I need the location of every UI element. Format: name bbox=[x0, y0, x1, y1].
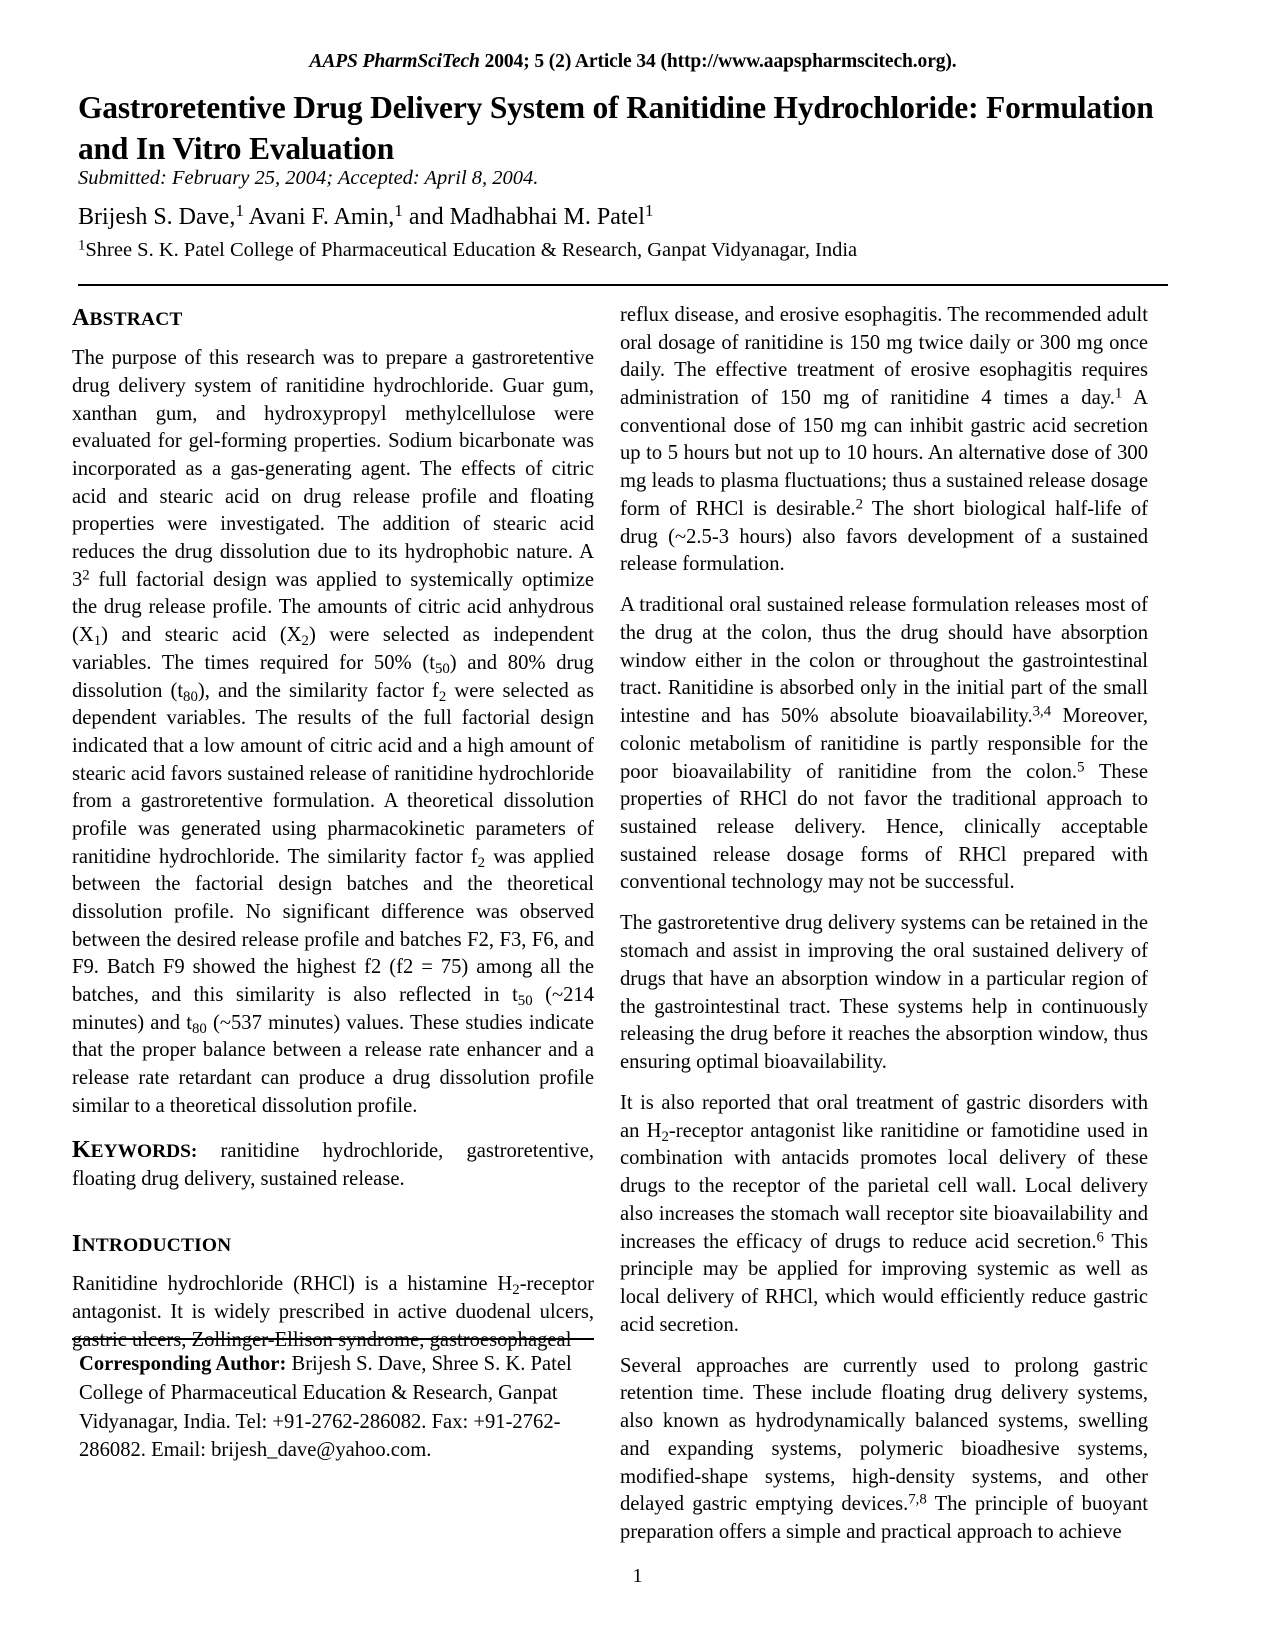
introduction-paragraph-3: The gastroretentive drug delivery systems can be retained in the stomach and assist in improving the oral sustained delivery of drugs that have an absorption window in a particular region of the gastrointestinal tract. These systems help in continuously releasing the drug before it reaches the absorption window, thus ensuring optimal bioavailability. bbox=[620, 912, 1148, 1073]
page-title: Gastroretentive Drug Delivery System of Ranitidine Hydrochloride: Formulation and In Vitro Evaluation bbox=[78, 90, 1154, 166]
introduction-paragraph-1-cont: reflux disease, and erosive esophagitis. The recommended adult oral dosage of ranitidine is 150 mg twice daily or 300 mg once daily. The effective treatment of erosive esophagitis requires administration of 150 mg of ranitidine 4 times a day.$^1$ A conventional dose of 150 mg can inhibit gastric acid secretion up to 5 hours but not up to 10 hours. An alternative dose of 300 mg leads to plasma fluctuations; thus a sustained release dosage form of RHCl is desirable.$^2$ The short biological half-life of drug (~2.5-3 hours) also favors development of a sustained release formulation. bbox=[620, 304, 1149, 576]
journal-name: AAPS PharmSciTech bbox=[309, 51, 480, 72]
author-3: and Madhabhai M. Patel bbox=[402, 204, 645, 230]
affiliation-text: Shree S. K. Patel College of Pharmaceutical Education & Research, Ganpat Vidyanagar, India bbox=[85, 239, 858, 261]
affiliation-marker: 1 bbox=[78, 237, 86, 254]
running-head bbox=[78, 50, 1188, 73]
header-divider bbox=[78, 284, 1168, 286]
author-affiliation-marker: 1 bbox=[235, 201, 244, 221]
affiliation bbox=[78, 238, 1168, 264]
right-column bbox=[620, 302, 1148, 1547]
introduction-paragraph-4: It is also reported that oral treatment of gastric disorders with an $H_2$-receptor antagonist like ranitidine or famotidine used in combination with antacids promotes local delivery of these drugs to the receptor of the parietal cell wall. Local delivery also increases the stomach wall receptor site bioavailability and increases the efficacy of drugs to reduce acid secretion.$^6$ This principle may be applied for improving systemic as well as local delivery of RHCl, which would efficiently reduce gastric acid secretion. bbox=[620, 1092, 1149, 1336]
footnote-divider bbox=[72, 1338, 594, 1340]
author-affiliation-marker: 1 bbox=[644, 201, 654, 221]
submission-dates: Submitted: February 25, 2004; Accepted: April 8, 2004. bbox=[78, 167, 539, 189]
author-list bbox=[78, 202, 1168, 232]
author-affiliation-marker: 1 bbox=[394, 201, 403, 221]
author-2: Avani F. Amin, bbox=[243, 204, 395, 230]
left-column bbox=[72, 302, 594, 1354]
keywords-text: ranitidine hydrochloride, gastroretentive, floating drug delivery, sustained release. bbox=[72, 1140, 594, 1191]
page-number: 1 bbox=[632, 1565, 643, 1587]
abstract-paragraph: The purpose of this research was to prepare a gastroretentive drug delivery system of ranitidine hydrochloride. Guar gum, xanthan gum, and hydroxypropyl methylcellulose were evaluated for gel-forming properties. Sodium bicarbonate was incorporated as a gas-generating agent. The effects of citric acid and stearic acid on drug release profile and floating properties were investigated. The addition of stearic acid reduces the drug dissolution due to its hydrophobic nature. A $3^2$ full factorial design was applied to systemically optimize the drug release profile. The amounts of citric acid anhydrous $(X_1)$ and stearic acid $(X_2)$ were selected as independent variables. The times required for 50% $(t_{50})$ and 80% drug dissolution $(t_{80})$, and the similarity factor $f_2$ were selected as dependent variables. The results of the full factorial design indicated that a low amount of citric acid and a high amount of stearic acid favors sustained release of ranitidine hydrochloride from a gastroretentive formulation. A theoretical dissolution profile was generated using pharmacokinetic parameters of ranitidine hydrochloride. The similarity factor $f_2$ was applied between the factorial design batches and the theoretical dissolution profile. No significant difference was observed between the desired release profile and batches F2, F3, F6, and F9. Batch F9 showed the highest f2 (f2 = 75) among all the batches, and this similarity is also reflected in $t_{50}$ (~214 minutes) and $t_{80}$ (~537 minutes) values. These studies indicate that the proper balance between a release rate enhancer and a release rate retardant can produce a drug dissolution profile similar to a theoretical dissolution profile. bbox=[72, 347, 595, 1117]
keywords-label: KEYWORDS: bbox=[72, 1137, 198, 1164]
corresponding-author-footnote bbox=[79, 1350, 595, 1465]
author-1: Brijesh S. Dave, bbox=[78, 204, 236, 230]
keywords bbox=[72, 1134, 594, 1194]
footnote-text: Brijesh S. Dave, Shree S. K. Patel College of Pharmaceutical Education & Research, Ganpat Vidyanagar, India. Tel: +91-2762-286082. Fax: +91-2762-286082. Email: brijesh_dave@yahoo.com. bbox=[79, 1353, 572, 1462]
abstract-heading: ABSTRACT bbox=[72, 305, 183, 331]
introduction-paragraph-2: A traditional oral sustained release formulation releases most of the drug at the colon, thus the drug should have absorption window either in the colon or throughout the gastrointestinal tract. Ranitidine is absorbed only in the initial part of the small intestine and has 50% absolute bioavailability.$^{3,4}$ Moreover, colonic metabolism of ranitidine is partly responsible for the poor bioavailability of ranitidine from the colon.$^5$ These properties of RHCl do not favor the traditional approach to sustained release delivery. Hence, clinically acceptable sustained release dosage forms of RHCl prepared with conventional technology may not be successful. bbox=[620, 594, 1148, 894]
introduction-paragraph-5: Several approaches are currently used to prolong gastric retention time. These include floating drug delivery systems, also known as hydrodynamically balanced systems, swelling and expanding systems, polymeric bioadhesive systems, modified-shape systems, high-density systems, and other delayed gastric emptying devices.$^{7,8}$ The principle of buoyant preparation offers a simple and practical approach to achieve bbox=[620, 1354, 1149, 1543]
footnote-label: Corresponding Author: bbox=[79, 1353, 287, 1375]
introduction-paragraph-1: Ranitidine hydrochloride (RHCl) is a histamine $H_2$-receptor antagonist. It is widely prescribed in active duodenal ulcers, gastric ulcers, Zollinger-Ellison syndrome, gastroesophageal bbox=[72, 1273, 594, 1351]
journal-citation: 2004; 5 (2) Article 34 (http://www.aapspharmscitech.org). bbox=[484, 51, 957, 72]
introduction-heading: INTRODUCTION bbox=[72, 1230, 232, 1257]
